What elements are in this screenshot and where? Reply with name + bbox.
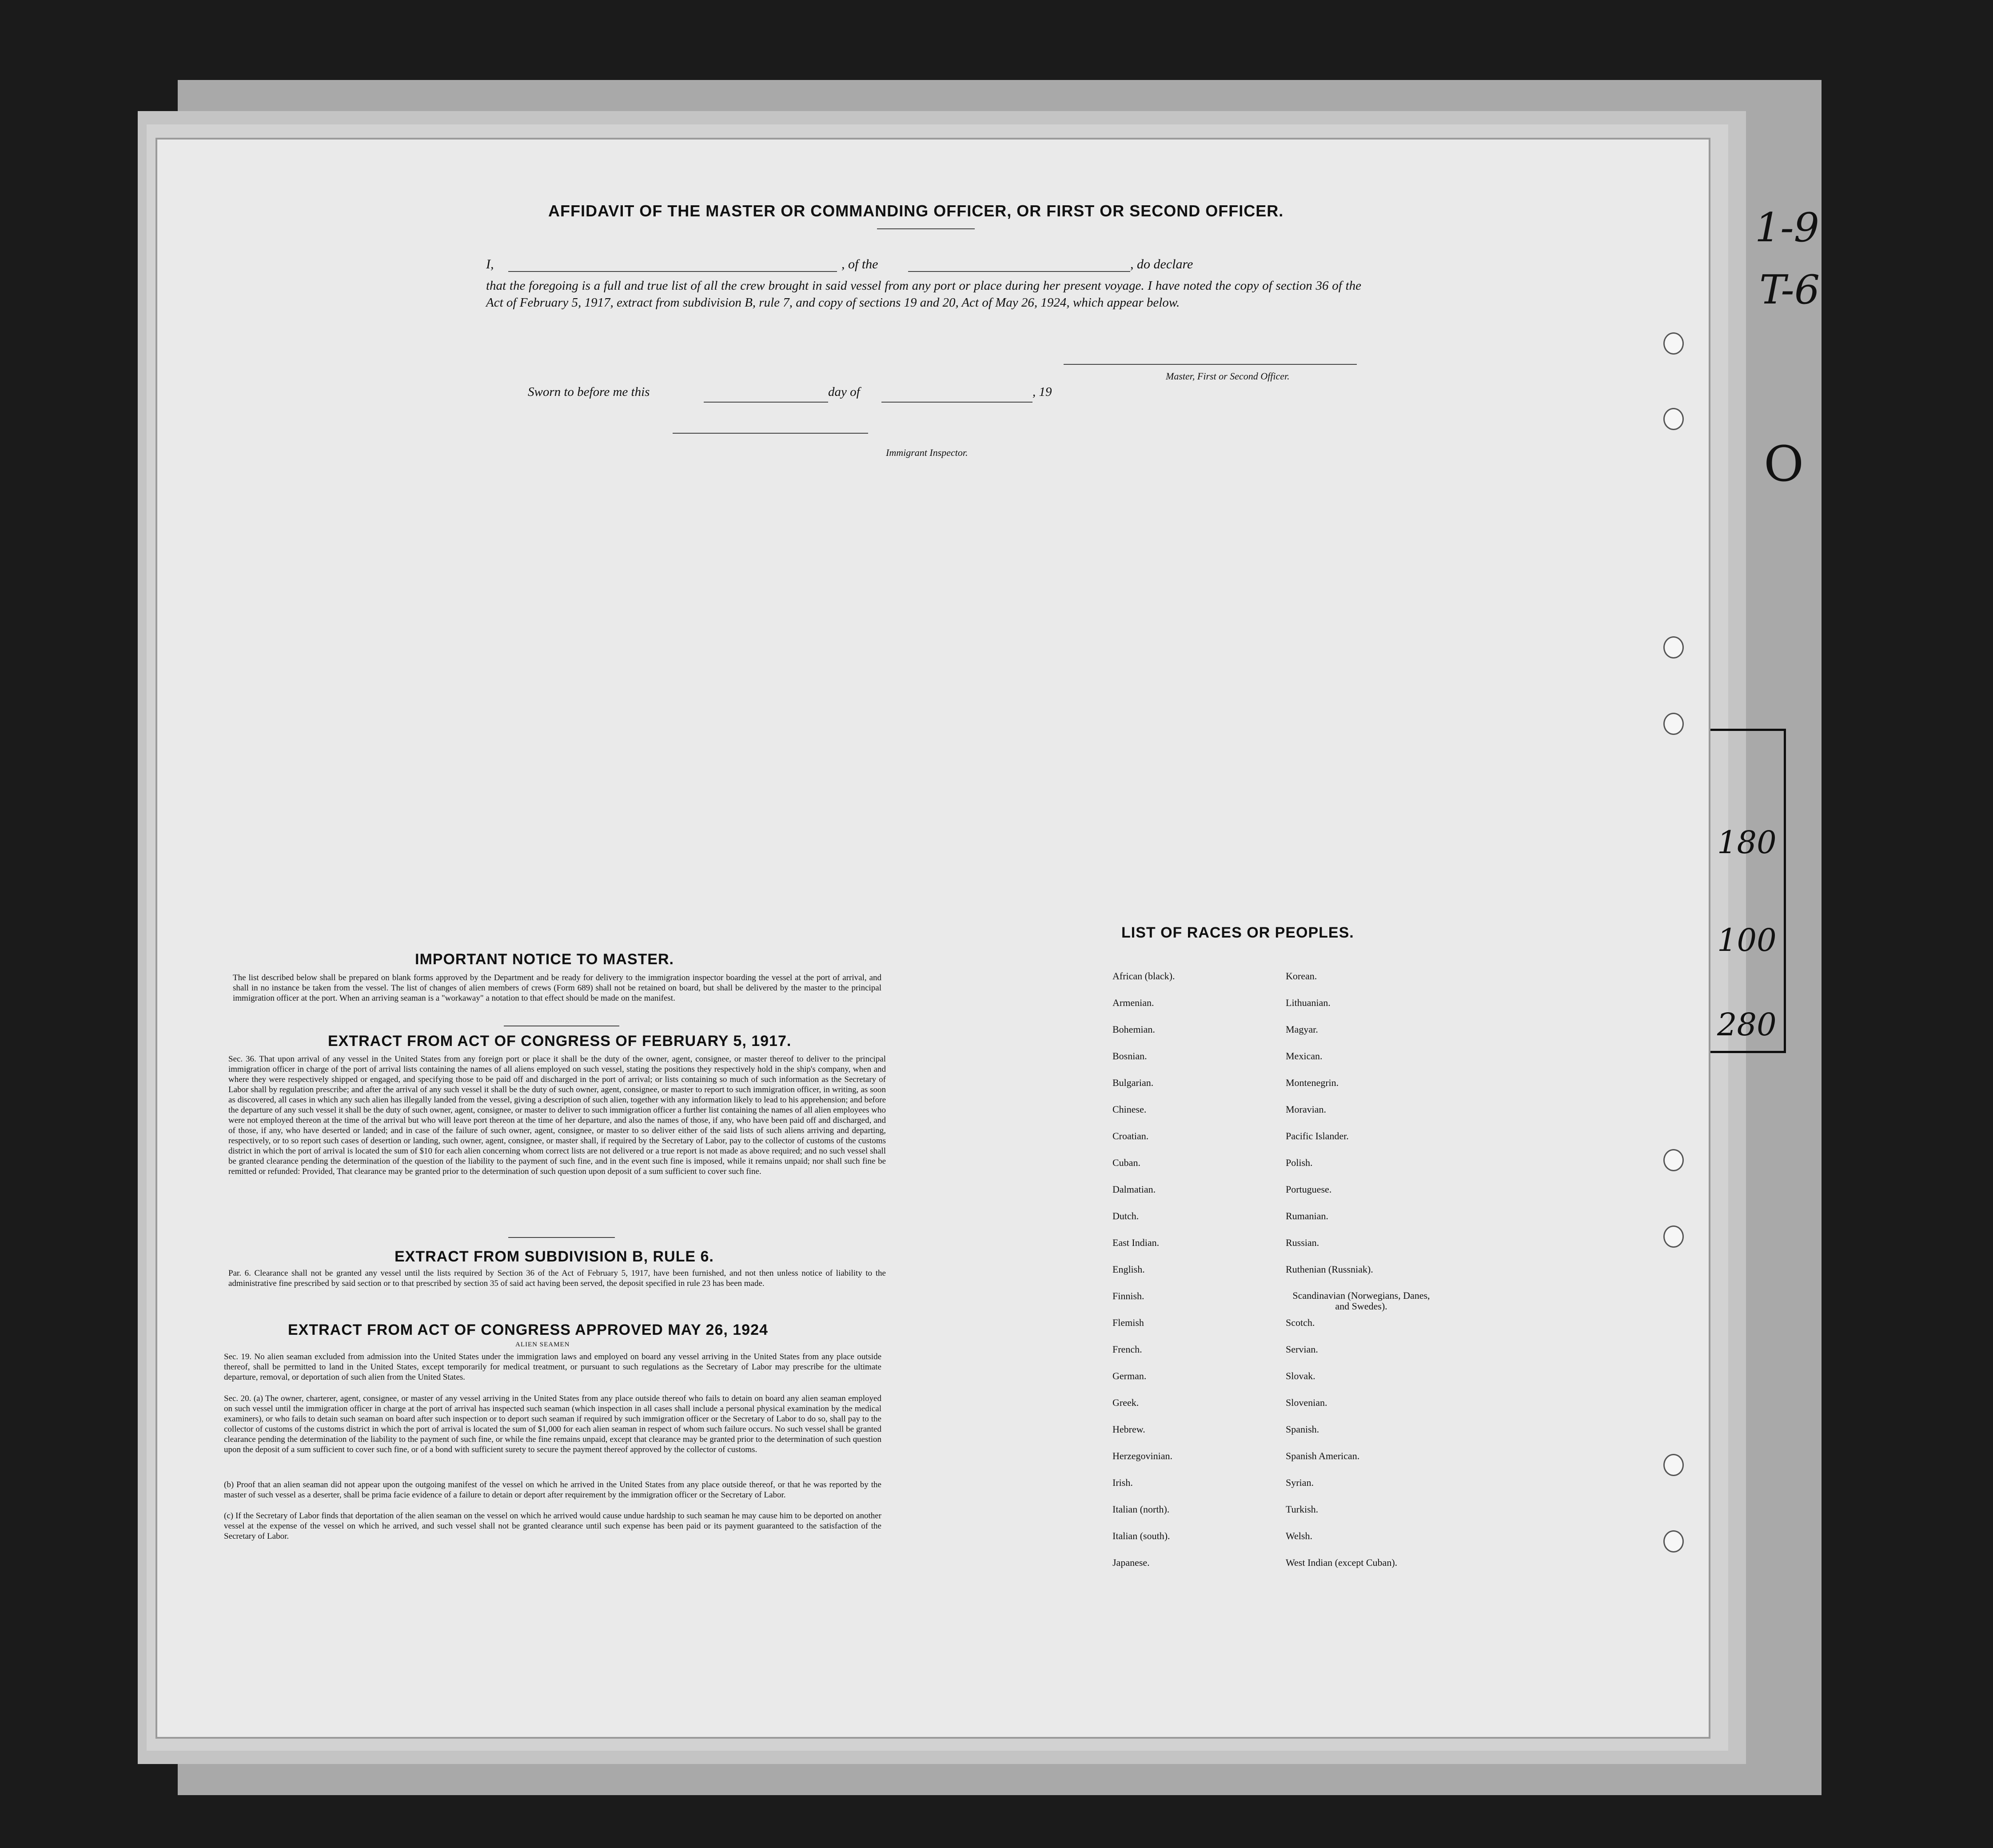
race-item: Armenian. — [1112, 997, 1154, 1008]
race-item: Ruthenian (Russniak). — [1286, 1264, 1373, 1275]
race-item: Portuguese. — [1286, 1184, 1332, 1195]
extract-1924-sec19: Sec. 19. No alien seaman excluded from admission into the United States under the immigration laws and employed on board any vessel arriving in the United States from any place outside thereof, shall be permitted to land in the United States, except temporarily for medical treatment, or pursuant to such regulations as the Secretary of Labor may prescribe for the ultimate departure, removal, or deportation of such alien from the United States. — [224, 1352, 881, 1382]
handwritten-zero: O — [1764, 435, 1804, 492]
race-item: Slovak. — [1286, 1370, 1315, 1381]
notice-title: IMPORTANT NOTICE TO MASTER. — [415, 951, 674, 968]
race-item: Polish. — [1286, 1157, 1313, 1168]
sworn-day-of: day of — [828, 385, 860, 399]
extract-rule6-text: Par. 6. Clearance shall not be granted any vessel until the lists required by Section 36 of the Act of February 5, 1917, have been furnished, and not then unless notice of liability to the administrative fine prescribed by said section or to that prescribed by section 35 of said act having been served, the deposit specified in rule 23 has been made. — [228, 1269, 886, 1288]
race-item: African (black). — [1112, 970, 1175, 982]
race-item: Scandinavian (Norwegians, Danes, and Swedes). — [1292, 1290, 1430, 1312]
race-item: Hebrew. — [1112, 1424, 1145, 1435]
race-item: East Indian. — [1112, 1237, 1160, 1248]
extract-1924-sec20a: Sec. 20. (a) The owner, charterer, agent, consignee, or master of any vessel arriving in the United States from any place outside thereof who fails to detain on board any alien seaman employed on such vessel until the immigration officer in charge at the port of arrival has inspected such seaman (which inspection in all cases shall include a personal physical examination by the medical examiners), or who fails to detain such seaman on board after such inspection or to deport such seaman if required by such immigration officer or the Secretary of Labor to do so, shall pay to the collector of customs of the customs district in which the port of arrival is located the sum of $1,000 for each alien seaman in respect of whom such failure occurs. No such vessel shall be granted clearance pending the determination of the liability to the payment of such fine, or while the fine remains unpaid, except that clearance may be granted prior to the determination of such question upon the deposit of a sum sufficient to cover such fine, or of a bond with sufficient surety to secure the payment thereof approved by the collector of customs. — [224, 1394, 881, 1454]
race-item: Rumanian. — [1286, 1210, 1328, 1221]
box-number-3: 280 — [1717, 1006, 1777, 1043]
affidavit-line-i: I, — [486, 257, 494, 271]
race-item: German. — [1112, 1370, 1147, 1381]
affidavit-line-declare: , do declare — [1130, 257, 1193, 271]
race-item: Japanese. — [1112, 1557, 1150, 1568]
signature-blank — [1064, 364, 1357, 365]
extract-1924-sec20b: (b) Proof that an alien seaman did not appear upon the outgoing manifest of the vessel on which he arrived in the United States from any place outside thereof, or that he was reported by the master of such vessel as a deserter, shall be prima facie evidence of a failure to detain or deport after requirement by the immigration officer or the Secretary of Labor. — [224, 1480, 881, 1500]
stamp-box — [1702, 729, 1786, 1053]
affidavit-line-of-the: , of the — [841, 257, 878, 271]
inspector-caption: Immigrant Inspector. — [886, 447, 968, 458]
extract-1924-subtitle: ALIEN SEAMEN — [515, 1341, 570, 1348]
extract-1917-title: EXTRACT FROM ACT OF CONGRESS OF FEBRUARY 5, 1917. — [328, 1033, 792, 1050]
box-number-1: 180 — [1717, 824, 1777, 861]
box-number-2: 100 — [1717, 922, 1777, 958]
extract-1917-divider — [508, 1237, 615, 1238]
race-item: Bosnian. — [1112, 1050, 1147, 1062]
race-item: Scotch. — [1286, 1317, 1315, 1328]
race-item: Moravian. — [1286, 1104, 1327, 1115]
vessel-blank — [908, 271, 1130, 272]
extract-rule6-title: EXTRACT FROM SUBDIVISION B, RULE 6. — [395, 1248, 714, 1265]
race-item: Croatian. — [1112, 1130, 1149, 1142]
extract-1917-text: Sec. 36. That upon arrival of any vessel in the United States from any foreign port or place it shall be the duty of the owner, agent, consignee, or master thereof to deliver to the principal immigration officer in charge of the port of arrival lists containing the names of all aliens employed on such vessel, stating the positions they respectively hold in the ship's company, when and where they were respectively shipped or engaged, and specifying those to be paid off and discharged in the port of arrival; or lists containing so much of such information as the Secretary of Labor shall by regulation prescribe; and after the arrival of any such vessel it shall be the duty of such owner, agent, consignee, or master to report to such immigration officer, in writing, as soon as discovered, all cases in which any such alien has illegally landed from the vessel, giving a description of such alien, together with any information likely to lead to his apprehension; and before the departure of any such vessel it shall be the duty of such owner, agent, consignee, or master to deliver to such immigration officer a further list containing the names of all alien employees who were not employed thereon at the time of the arrival but who will leave port thereon at the time of her departure, and also the names of those, if any, who have been paid off and discharged, and of those, if any, who have deserted or landed; and in case of the failure of such owner, agent, consignee, or master to so deliver either of the said lists of such aliens arriving and departing, respectively, or to so report such cases of desertion or landing, such owner, agent, consignee, or master shall, if required by the Secretary of Labor, pay to the collector of customs of the customs district in which the port of arrival is located the sum of $10 for each alien concerning whom correct lists are not delivered or a true report is not made as above required; and no such vessel shall be granted clearance pending the determination of the question of the liability to the payment of such fine, and in the event such fine is imposed, while it remains unpaid; nor shall such fine be remitted or refunded: Provided, That clearance may be granted prior to the determination of such question upon deposit of a sum sufficient to cover such fine. — [228, 1054, 886, 1176]
month-blank — [881, 402, 1032, 403]
race-item: Herzegovinian. — [1112, 1450, 1172, 1461]
race-item: Flemish — [1112, 1317, 1144, 1328]
signature-caption: Master, First or Second Officer. — [1166, 371, 1290, 382]
name-blank — [508, 271, 837, 272]
race-item: Syrian. — [1286, 1477, 1314, 1488]
punch-hole — [1663, 1149, 1684, 1171]
punch-hole — [1663, 713, 1684, 735]
race-item: Magyar. — [1286, 1024, 1318, 1035]
race-item: Montenegrin. — [1286, 1077, 1339, 1088]
race-item: West Indian (except Cuban). — [1286, 1557, 1398, 1568]
punch-hole — [1663, 332, 1684, 355]
affidavit-page — [157, 140, 1709, 1737]
race-item: Irish. — [1112, 1477, 1133, 1488]
sworn-prefix: Sworn to before me this — [528, 385, 650, 399]
inspector-blank — [673, 433, 868, 434]
race-item: Korean. — [1286, 970, 1317, 982]
punch-hole — [1663, 1530, 1684, 1553]
race-item: Italian (north). — [1112, 1504, 1170, 1515]
punch-hole — [1663, 1454, 1684, 1476]
races-title: LIST OF RACES OR PEOPLES. — [1121, 924, 1354, 941]
race-item: Pacific Islander. — [1286, 1130, 1349, 1142]
affidavit-paragraph: that the foregoing is a full and true list of all the crew brought in said vessel from any port or place during her present voyage. I have noted the copy of section 36 of the Act of February 5, 1917, extract from subdivision B, rule 7, and copy of sections 19 and 20, Act of May 26, 1924, which appear below. — [486, 279, 1361, 310]
punch-hole — [1663, 408, 1684, 430]
race-item: Bulgarian. — [1112, 1077, 1154, 1088]
punch-hole — [1663, 636, 1684, 659]
race-item: English. — [1112, 1264, 1145, 1275]
extract-1924-sec20c: (c) If the Secretary of Labor finds that deportation of the alien seaman on the vessel on which he arrived would cause undue hardship to such seaman he may cause him to be deported on another vessel at the expense of the vessel on which he arrived, and such vessel shall not be granted clearance until such expense has been paid or its payment guaranteed to the satisfaction of the Secretary of Labor. — [224, 1511, 881, 1541]
race-item: Italian (south). — [1112, 1530, 1170, 1541]
race-item: Turkish. — [1286, 1504, 1319, 1515]
day-blank — [704, 402, 828, 403]
handwritten-annotation-2: T-6 — [1759, 267, 1820, 313]
race-item: Mexican. — [1286, 1050, 1323, 1062]
race-item: Lithuanian. — [1286, 997, 1331, 1008]
race-item: French. — [1112, 1344, 1142, 1355]
race-item: Dalmatian. — [1112, 1184, 1156, 1195]
race-item: Spanish. — [1286, 1424, 1319, 1435]
race-item: Russian. — [1286, 1237, 1319, 1248]
affidavit-title: AFFIDAVIT OF THE MASTER OR COMMANDING OFFICER, OR FIRST OR SECOND OFFICER. — [548, 202, 1284, 220]
race-item: Dutch. — [1112, 1210, 1139, 1221]
handwritten-annotation-1: 1-9 — [1755, 204, 1819, 251]
race-item: Welsh. — [1286, 1530, 1312, 1541]
race-item: Greek. — [1112, 1397, 1139, 1408]
notice-text: The list described below shall be prepared on blank forms approved by the Department and be ready for delivery to the immigration inspector boarding the vessel at the port of arrival, and shall in no instance be taken from the vessel. The list of changes of alien members of crews (Form 689) shall not be retained on board, but shall be delivered by the master to the principal immigration officer at the port. When an arriving seaman is a "workaway" a notation to that effect should be made on the manifest. — [233, 973, 881, 1003]
sworn-year: , 19 — [1032, 385, 1052, 399]
race-item: Servian. — [1286, 1344, 1318, 1355]
punch-hole — [1663, 1225, 1684, 1248]
race-item: Chinese. — [1112, 1104, 1147, 1115]
extract-1924-title: EXTRACT FROM ACT OF CONGRESS APPROVED MAY 26, 1924 — [288, 1321, 768, 1338]
race-item: Finnish. — [1112, 1290, 1144, 1301]
race-item: Slovenian. — [1286, 1397, 1327, 1408]
race-item: Bohemian. — [1112, 1024, 1155, 1035]
race-item: Spanish American. — [1286, 1450, 1360, 1461]
race-item: Cuban. — [1112, 1157, 1140, 1168]
title-underline — [877, 228, 975, 229]
